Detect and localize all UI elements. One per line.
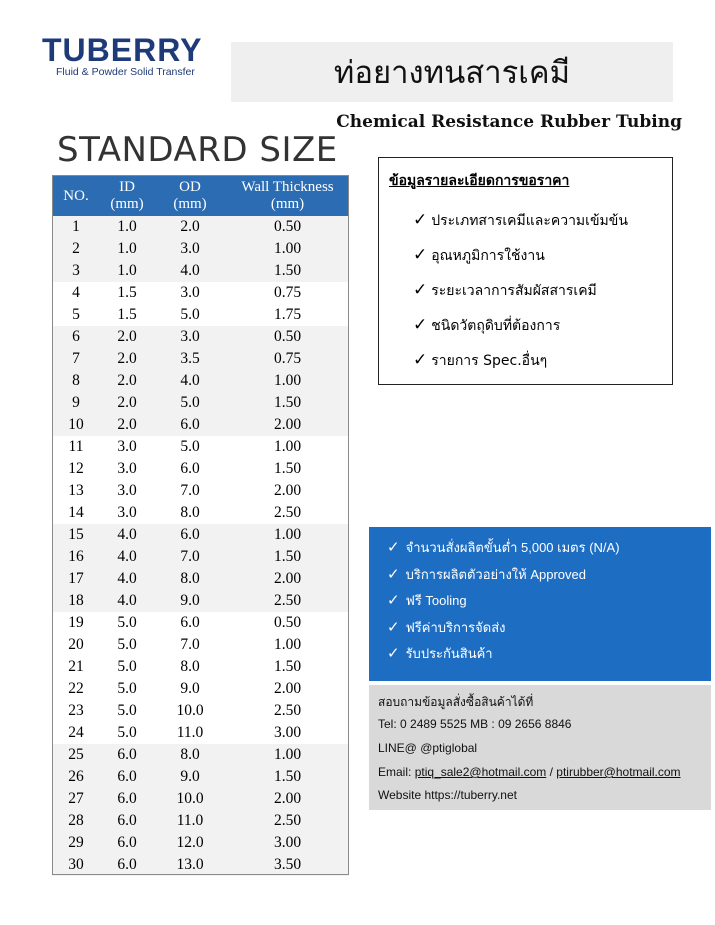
list-item — [413, 210, 628, 245]
table-row — [52, 854, 349, 876]
cell-wall: 3.00 — [226, 832, 349, 854]
logo-tagline: Fluid & Powder Solid Transfer — [56, 66, 195, 78]
header-wall — [226, 175, 349, 216]
cell-od: 5.0 — [154, 304, 226, 326]
email-label: Email: — [378, 765, 412, 779]
cell-no: 18 — [52, 590, 100, 612]
contact-heading: สอบถามข้อมูลสั่งซื้อสินค้าได้ที่ — [378, 695, 534, 709]
cell-od: 3.5 — [154, 348, 226, 370]
table-row — [52, 326, 349, 348]
header-no-label: NO. — [63, 187, 89, 204]
list-item — [387, 588, 620, 615]
cell-id: 6.0 — [100, 854, 154, 876]
cell-wall: 0.75 — [226, 348, 349, 370]
table-row — [52, 832, 349, 854]
table-row — [52, 678, 349, 700]
cell-no: 21 — [52, 656, 100, 678]
cell-od: 12.0 — [154, 832, 226, 854]
cell-id: 6.0 — [100, 744, 154, 766]
brand-logo — [42, 34, 217, 82]
cell-wall: 1.00 — [226, 238, 349, 260]
check-icon: ✓ — [387, 539, 400, 557]
cell-od: 11.0 — [154, 722, 226, 744]
email-link-1[interactable]: ptiq_sale2@hotmail.com — [414, 765, 547, 779]
table-row — [52, 282, 349, 304]
table-row — [52, 348, 349, 370]
header-od — [154, 175, 226, 216]
list-item-text: บริการผลิตตัวอย่างให้ Approved — [405, 566, 586, 582]
cell-wall: 3.00 — [226, 722, 349, 744]
list-item-text: ระยะเวลาการสัมผัสสารเคมี — [431, 283, 597, 299]
cell-id: 4.0 — [100, 546, 154, 568]
cell-id: 5.0 — [100, 612, 154, 634]
table-row — [52, 238, 349, 260]
list-item-text: รายการ Spec.อื่นๆ — [431, 353, 548, 369]
cell-no: 1 — [52, 216, 100, 238]
cell-id: 5.0 — [100, 700, 154, 722]
table-row — [52, 458, 349, 480]
cell-id: 6.0 — [100, 766, 154, 788]
cell-no: 11 — [52, 436, 100, 458]
cell-id: 1.5 — [100, 304, 154, 326]
cell-wall: 2.50 — [226, 810, 349, 832]
logo-wordmark: TUBERRY — [42, 32, 203, 68]
table-row — [52, 612, 349, 634]
header-id — [100, 175, 154, 216]
list-item-text: ฟรี Tooling — [405, 593, 467, 609]
quote-info-list — [413, 210, 628, 385]
cell-wall: 0.50 — [226, 612, 349, 634]
cell-no: 13 — [52, 480, 100, 502]
cell-id: 2.0 — [100, 414, 154, 436]
cell-od: 10.0 — [154, 700, 226, 722]
table-row — [52, 480, 349, 502]
table-row — [52, 392, 349, 414]
cell-wall: 1.50 — [226, 546, 349, 568]
cell-no: 22 — [52, 678, 100, 700]
cell-od: 9.0 — [154, 678, 226, 700]
table-row — [52, 304, 349, 326]
contact-box — [369, 685, 711, 810]
cell-wall: 1.00 — [226, 744, 349, 766]
header-od-label: OD — [179, 179, 201, 195]
quote-info-box — [378, 157, 673, 385]
cell-wall: 1.50 — [226, 766, 349, 788]
cell-no: 19 — [52, 612, 100, 634]
cell-od: 13.0 — [154, 854, 226, 876]
cell-id: 5.0 — [100, 678, 154, 700]
header-id-unit: (mm) — [110, 196, 144, 212]
email-separator: / — [549, 765, 553, 779]
cell-wall: 1.00 — [226, 524, 349, 546]
cell-wall: 2.50 — [226, 590, 349, 612]
list-item-text: รับประกันสินค้า — [405, 646, 493, 662]
cell-od: 8.0 — [154, 502, 226, 524]
cell-wall: 2.00 — [226, 678, 349, 700]
cell-id: 6.0 — [100, 832, 154, 854]
table-row — [52, 700, 349, 722]
cell-id: 3.0 — [100, 436, 154, 458]
list-item-text: ฟรีค่าบริการจัดส่ง — [405, 619, 506, 635]
cell-od: 9.0 — [154, 590, 226, 612]
cell-wall: 1.50 — [226, 392, 349, 414]
cell-id: 5.0 — [100, 722, 154, 744]
header-id-label: ID — [119, 179, 135, 195]
cell-id: 6.0 — [100, 788, 154, 810]
list-item — [413, 280, 628, 315]
cell-wall: 0.50 — [226, 216, 349, 238]
cell-id: 1.0 — [100, 238, 154, 260]
cell-no: 12 — [52, 458, 100, 480]
cell-od: 6.0 — [154, 524, 226, 546]
cell-no: 25 — [52, 744, 100, 766]
list-item — [387, 535, 620, 562]
table-row — [52, 810, 349, 832]
cell-id: 3.0 — [100, 458, 154, 480]
cell-wall: 0.50 — [226, 326, 349, 348]
check-icon: ✓ — [387, 565, 400, 583]
header-od-unit: (mm) — [173, 196, 207, 212]
cell-id: 2.0 — [100, 370, 154, 392]
cell-od: 5.0 — [154, 392, 226, 414]
cell-no: 4 — [52, 282, 100, 304]
table-row — [52, 414, 349, 436]
cell-od: 6.0 — [154, 612, 226, 634]
table-body — [52, 216, 349, 876]
cell-id: 2.0 — [100, 392, 154, 414]
list-item — [387, 615, 620, 642]
table-row — [52, 788, 349, 810]
cell-wall: 1.50 — [226, 656, 349, 678]
cell-wall: 3.50 — [226, 854, 349, 876]
cell-id: 4.0 — [100, 568, 154, 590]
cell-id: 4.0 — [100, 590, 154, 612]
table-row — [52, 634, 349, 656]
cell-wall: 2.50 — [226, 700, 349, 722]
page-subtitle: Chemical Resistance Rubber Tubing — [336, 112, 682, 132]
cell-id: 4.0 — [100, 524, 154, 546]
table-row — [52, 546, 349, 568]
cell-od: 8.0 — [154, 744, 226, 766]
list-item — [413, 245, 628, 280]
table-row — [52, 436, 349, 458]
cell-no: 23 — [52, 700, 100, 722]
cell-od: 3.0 — [154, 282, 226, 304]
cell-no: 8 — [52, 370, 100, 392]
table-header-row — [52, 175, 349, 216]
cell-od: 3.0 — [154, 326, 226, 348]
contact-line: LINE@ @ptiglobal — [378, 741, 478, 755]
cell-od: 3.0 — [154, 238, 226, 260]
cell-wall: 1.75 — [226, 304, 349, 326]
cell-id: 2.0 — [100, 348, 154, 370]
cell-id: 5.0 — [100, 656, 154, 678]
check-icon: ✓ — [387, 618, 400, 636]
cell-no: 10 — [52, 414, 100, 436]
email-link-2[interactable]: ptirubber@hotmail.com — [556, 765, 681, 779]
cell-wall: 0.75 — [226, 282, 349, 304]
table-row — [52, 260, 349, 282]
cell-od: 9.0 — [154, 766, 226, 788]
table-row — [52, 656, 349, 678]
list-item-text: ชนิดวัตถุดิบที่ต้องการ — [431, 318, 561, 334]
cell-no: 16 — [52, 546, 100, 568]
quote-info-heading: ข้อมูลรายละเอียดการขอราคา — [389, 173, 570, 189]
title-banner — [231, 42, 673, 102]
list-item — [413, 350, 628, 385]
table-row — [52, 568, 349, 590]
cell-od: 6.0 — [154, 458, 226, 480]
cell-od: 6.0 — [154, 414, 226, 436]
check-icon: ✓ — [413, 245, 428, 265]
cell-no: 15 — [52, 524, 100, 546]
cell-id: 3.0 — [100, 502, 154, 524]
contact-tel: Tel: 0 2489 5525 MB : 09 2656 8846 — [378, 717, 572, 731]
cell-no: 5 — [52, 304, 100, 326]
list-item — [413, 315, 628, 350]
cell-wall: 2.00 — [226, 568, 349, 590]
table-row — [52, 722, 349, 744]
cell-id: 3.0 — [100, 480, 154, 502]
check-icon: ✓ — [387, 645, 400, 663]
services-list — [387, 535, 620, 668]
cell-wall: 1.50 — [226, 458, 349, 480]
table-row — [52, 590, 349, 612]
cell-no: 2 — [52, 238, 100, 260]
contact-website[interactable]: Website https://tuberry.net — [378, 788, 517, 802]
cell-wall: 1.00 — [226, 370, 349, 392]
cell-wall: 2.00 — [226, 788, 349, 810]
cell-no: 14 — [52, 502, 100, 524]
cell-od: 5.0 — [154, 436, 226, 458]
cell-no: 9 — [52, 392, 100, 414]
header-wall-unit: (mm) — [270, 196, 305, 212]
check-icon: ✓ — [413, 210, 428, 230]
cell-od: 7.0 — [154, 480, 226, 502]
cell-wall: 2.50 — [226, 502, 349, 524]
cell-no: 6 — [52, 326, 100, 348]
contact-email — [378, 765, 681, 779]
cell-id: 2.0 — [100, 326, 154, 348]
list-item-text: จำนวนสั่งผลิตขั้นต่ำ 5,000 เมตร (N/A) — [405, 540, 620, 556]
cell-wall: 2.00 — [226, 480, 349, 502]
cell-od: 10.0 — [154, 788, 226, 810]
cell-no: 27 — [52, 788, 100, 810]
cell-wall: 1.00 — [226, 436, 349, 458]
cell-id: 5.0 — [100, 634, 154, 656]
cell-no: 20 — [52, 634, 100, 656]
cell-no: 29 — [52, 832, 100, 854]
cell-no: 17 — [52, 568, 100, 590]
list-item-text: ประเภทสารเคมีและความเข้มข้น — [431, 213, 628, 229]
table-row — [52, 766, 349, 788]
cell-no: 7 — [52, 348, 100, 370]
cell-wall: 1.00 — [226, 634, 349, 656]
services-box — [369, 527, 711, 681]
check-icon: ✓ — [387, 592, 400, 610]
cell-od: 11.0 — [154, 810, 226, 832]
table-row — [52, 524, 349, 546]
cell-no: 24 — [52, 722, 100, 744]
page-title: ท่อยางทนสารเคมี — [333, 55, 571, 91]
header-wall-label: Wall Thickness — [241, 179, 334, 195]
list-item — [387, 641, 620, 668]
cell-od: 7.0 — [154, 546, 226, 568]
cell-no: 28 — [52, 810, 100, 832]
cell-id: 1.0 — [100, 260, 154, 282]
cell-od: 8.0 — [154, 568, 226, 590]
table-row — [52, 216, 349, 238]
cell-no: 3 — [52, 260, 100, 282]
cell-od: 4.0 — [154, 260, 226, 282]
standard-size-table — [52, 175, 349, 876]
cell-no: 30 — [52, 854, 100, 876]
cell-od: 8.0 — [154, 656, 226, 678]
cell-od: 2.0 — [154, 216, 226, 238]
cell-wall: 2.00 — [226, 414, 349, 436]
table-row — [52, 744, 349, 766]
standard-size-heading: STANDARD SIZE — [57, 130, 338, 170]
list-item-text: อุณหภูมิการใช้งาน — [431, 248, 545, 264]
check-icon: ✓ — [413, 315, 428, 335]
cell-wall: 1.50 — [226, 260, 349, 282]
check-icon: ✓ — [413, 350, 428, 370]
check-icon: ✓ — [413, 280, 428, 300]
cell-od: 7.0 — [154, 634, 226, 656]
cell-no: 26 — [52, 766, 100, 788]
cell-id: 1.0 — [100, 216, 154, 238]
table-row — [52, 370, 349, 392]
list-item — [387, 562, 620, 589]
cell-id: 1.5 — [100, 282, 154, 304]
table-row — [52, 502, 349, 524]
cell-id: 6.0 — [100, 810, 154, 832]
header-no — [52, 175, 100, 216]
cell-od: 4.0 — [154, 370, 226, 392]
